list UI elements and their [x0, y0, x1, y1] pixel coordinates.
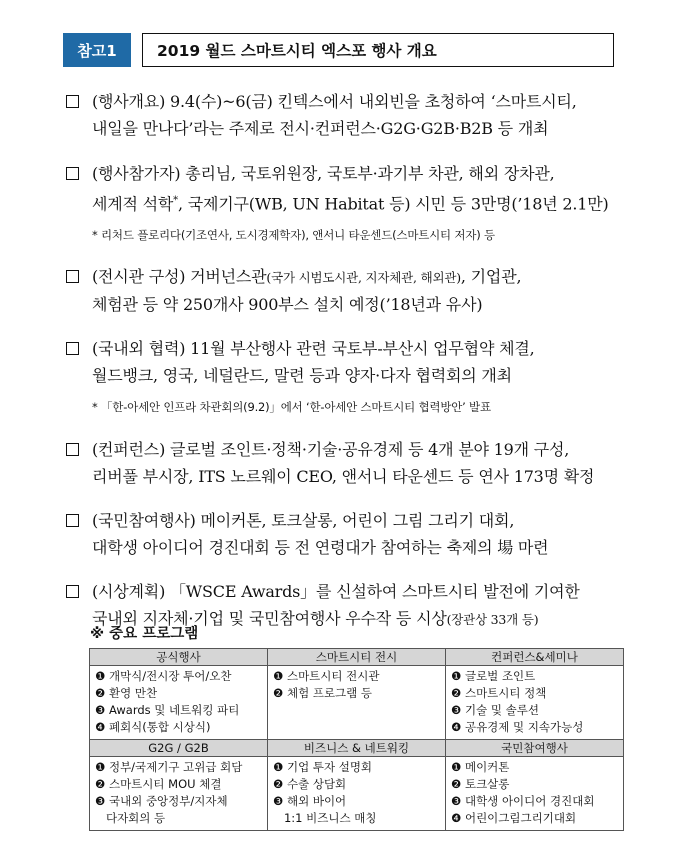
header — [63, 33, 614, 67]
table-row — [90, 757, 624, 831]
list-item: (컨퍼런스) 글로벌 조인트·정책·기술·공유경제 등 4개 분야 19개 구성, 리버풀 부시장, ITS 노르웨이 CEO, 앤서니 타운센드 등 연사 173명 확정 — [62, 436, 622, 507]
table-header: 공식행사 — [90, 649, 268, 666]
table-header-row — [90, 740, 624, 757]
footnote: * 리처드 플로리다(기조연사, 도시경제학자), 앤서니 타운센드(스마트시티 저자) 등 — [92, 228, 495, 243]
list-item: (행사참가자) 총리님, 국토위원장, 국토부·과기부 차관, 해외 장차관, 세계적 석학*, 국제기구(WB, UN Habitat 등) 시민 등 3만명(’18년 2.1만) * 리처드 플로리다(기조연사, 도시경제학자), 앤서니 타운센드(스마트시티 저자) 등 — [62, 160, 622, 263]
table-header: G2G / G2B — [90, 740, 268, 757]
checkbox-icon — [66, 514, 79, 527]
table-header: 국민참여행사 — [446, 740, 624, 757]
reference-tag: 참고1 — [63, 33, 131, 67]
list-item: (국내외 협력) 11월 부산행사 관련 국토부-부산시 업무협약 체결, 월드뱅크, 영국, 네덜란드, 말련 등과 양자·다자 협력회의 개최 * 「한-아세안 인프라 차관회의(9.2)」에서 ‘한-아세안 스마트시티 협력방안’ 발표 — [62, 335, 622, 436]
checkbox-icon — [66, 585, 79, 598]
table-cell: ❶ 스마트시티 전시관 ❷ 체험 프로그램 등 — [268, 666, 446, 740]
checkbox-icon — [66, 270, 79, 283]
checkbox-icon — [66, 342, 79, 355]
checkbox-icon — [66, 167, 79, 180]
list-item: (시상계획) 「WSCE Awards」를 신설하여 스마트시티 발전에 기여한 국내외 지자체·기업 및 국민참여행사 우수작 등 시상(장관상 33개 등) — [62, 578, 622, 638]
list-item: (행사개요) 9.4(수)~6(금) 킨텍스에서 내외빈을 초청하여 ‘스마트시티, 내일을 만나다’라는 주제로 전시·컨퍼런스·G2G·G2B·B2B 등 개최 — [62, 88, 622, 160]
table-cell: ❶ 정부/국제기구 고위급 회담 ❷ 스마트시티 MOU 체결 ❸ 국내외 중앙정부/지자체 다자회의 등 — [90, 757, 268, 831]
program-table — [89, 648, 624, 831]
table-row — [90, 666, 624, 740]
table-header: 비즈니스 & 네트워킹 — [268, 740, 446, 757]
checkbox-icon — [66, 95, 79, 108]
page-title: 2019 월드 스마트시티 엑스포 행사 개요 — [142, 33, 614, 67]
important-programs-heading: ※ 중요 프로그램 — [90, 626, 199, 642]
table-cell: ❶ 메이커톤 ❷ 토크살롱 ❸ 대학생 아이디어 경진대회 ❹ 어린이그림그리기대회 — [446, 757, 624, 831]
footnote: * 「한-아세안 인프라 차관회의(9.2)」에서 ‘한-아세안 스마트시티 협력방안’ 발표 — [92, 400, 491, 414]
list-item: (국민참여행사) 메이커톤, 토크살롱, 어린이 그림 그리기 대회, 대학생 아이디어 경진대회 등 전 연령대가 참여하는 축제의 場 마련 — [62, 507, 622, 578]
item-list — [62, 88, 622, 638]
list-item: (전시관 구성) 거버넌스관(국가 시범도시관, 지자체관, 해외관), 기업관, 체험관 등 약 250개사 900부스 설치 예정(’18년과 유사) — [62, 263, 622, 335]
table-cell: ❶ 글로벌 조인트 ❷ 스마트시티 정책 ❸ 기술 및 솔루션 ❹ 공유경제 및 지속가능성 — [446, 666, 624, 740]
table-cell: ❶ 기업 투자 설명회 ❷ 수출 상담회 ❸ 해외 바이어 1:1 비즈니스 매칭 — [268, 757, 446, 831]
table-header-row — [90, 649, 624, 666]
table-cell: ❶ 개막식/전시장 투어/오찬 ❷ 환영 만찬 ❸ Awards 및 네트워킹 파티 ❹ 폐회식(통합 시상식) — [90, 666, 268, 740]
checkbox-icon — [66, 443, 79, 456]
table-header: 컨퍼런스&세미나 — [446, 649, 624, 666]
table-header: 스마트시티 전시 — [268, 649, 446, 666]
